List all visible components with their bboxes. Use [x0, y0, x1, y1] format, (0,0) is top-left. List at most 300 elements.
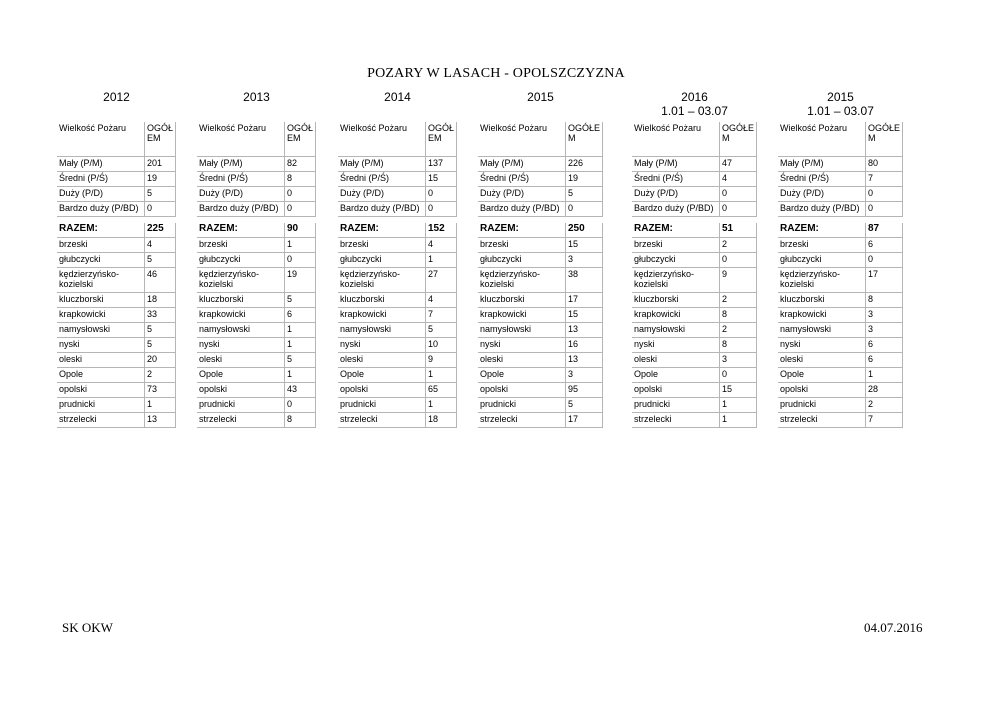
- label-cell: RAZEM:: [478, 223, 566, 238]
- period-subheading: 1.01 – 03.07: [807, 104, 874, 118]
- county-row: [57, 353, 176, 368]
- label-cell: RAZEM:: [778, 223, 866, 238]
- county-row: [57, 268, 176, 293]
- size-row: [778, 157, 903, 172]
- label-cell: RAZEM:: [632, 223, 720, 238]
- value-cell: 1: [285, 238, 316, 253]
- county-row: [338, 338, 457, 353]
- fires-table: [338, 122, 457, 428]
- size-row: [197, 187, 316, 202]
- value-cell: 13: [145, 413, 176, 428]
- year-block: [778, 90, 903, 428]
- size-row: [478, 172, 603, 187]
- county-row: [57, 398, 176, 413]
- value-cell: 1: [426, 368, 457, 383]
- county-row: [57, 253, 176, 268]
- county-row: [338, 383, 457, 398]
- county-row: [478, 323, 603, 338]
- size-row: [632, 202, 757, 217]
- value-cell: 2: [720, 293, 757, 308]
- value-cell: 1: [720, 398, 757, 413]
- year-block: [632, 90, 757, 428]
- value-cell: 8: [285, 413, 316, 428]
- label-cell: brzeski: [57, 238, 145, 253]
- size-row: [632, 187, 757, 202]
- label-cell: Mały (P/M): [197, 157, 285, 172]
- value-cell: 65: [426, 383, 457, 398]
- label-cell: RAZEM:: [338, 223, 426, 238]
- total-row: [478, 223, 603, 238]
- label-cell: nyski: [478, 338, 566, 353]
- value-cell: 5: [426, 323, 457, 338]
- size-row: [57, 172, 176, 187]
- label-cell: Mały (P/M): [632, 157, 720, 172]
- label-cell: Opole: [57, 368, 145, 383]
- county-row: [478, 238, 603, 253]
- county-row: [778, 338, 903, 353]
- label-cell: brzeski: [632, 238, 720, 253]
- value-cell: 38: [566, 268, 603, 293]
- county-row: [632, 368, 757, 383]
- label-cell: namysłowski: [197, 323, 285, 338]
- year-heading: 2015: [827, 90, 854, 104]
- size-row: [338, 202, 457, 217]
- value-cell: 0: [426, 187, 457, 202]
- county-row: [632, 398, 757, 413]
- label-cell: prudnicki: [57, 398, 145, 413]
- value-cell: 7: [426, 308, 457, 323]
- value-cell: 9: [426, 353, 457, 368]
- value-cell: 137: [426, 157, 457, 172]
- county-row: [197, 238, 316, 253]
- year-heading: 2015: [527, 90, 554, 104]
- county-row: [778, 293, 903, 308]
- label-cell: Średni (P/Ś): [778, 172, 866, 187]
- county-row: [778, 323, 903, 338]
- label-cell: nyski: [197, 338, 285, 353]
- county-row: [197, 413, 316, 428]
- size-row: [632, 157, 757, 172]
- value-cell: 152: [426, 223, 457, 238]
- label-cell: krapkowicki: [778, 308, 866, 323]
- value-cell: OGÓŁE M: [866, 122, 903, 157]
- total-row: [632, 223, 757, 238]
- document-title: POZARY W LASACH - OPOLSZCZYZNA: [367, 66, 625, 81]
- label-cell: Duży (P/D): [778, 187, 866, 202]
- label-cell: Opole: [197, 368, 285, 383]
- label-cell: oleski: [478, 353, 566, 368]
- period-subheading: [197, 104, 316, 118]
- label-cell: kluczborski: [338, 293, 426, 308]
- size-row: [478, 187, 603, 202]
- county-row: [57, 413, 176, 428]
- value-cell: 1: [426, 398, 457, 413]
- county-row: [632, 293, 757, 308]
- value-cell: OGÓŁ EM: [145, 122, 176, 157]
- label-cell: krapkowicki: [338, 308, 426, 323]
- county-row: [632, 308, 757, 323]
- county-row: [338, 398, 457, 413]
- fires-table: [778, 122, 903, 428]
- value-cell: 1: [720, 413, 757, 428]
- county-row: [478, 383, 603, 398]
- county-row: [778, 253, 903, 268]
- county-row: [197, 308, 316, 323]
- county-row: [338, 353, 457, 368]
- label-cell: prudnicki: [338, 398, 426, 413]
- value-cell: 0: [145, 202, 176, 217]
- label-cell: kluczborski: [478, 293, 566, 308]
- label-cell: oleski: [197, 353, 285, 368]
- value-cell: 1: [285, 323, 316, 338]
- county-row: [197, 353, 316, 368]
- county-row: [778, 353, 903, 368]
- county-row: [197, 253, 316, 268]
- value-cell: 27: [426, 268, 457, 293]
- value-cell: 6: [866, 338, 903, 353]
- county-row: [778, 383, 903, 398]
- label-cell: kędzierzyńsko-kozielski: [197, 268, 285, 293]
- year-heading: 2012: [103, 90, 130, 104]
- total-row: [197, 223, 316, 238]
- value-cell: 15: [720, 383, 757, 398]
- county-row: [632, 413, 757, 428]
- value-cell: 33: [145, 308, 176, 323]
- label-cell: RAZEM:: [197, 223, 285, 238]
- value-cell: 0: [285, 187, 316, 202]
- value-cell: 3: [720, 353, 757, 368]
- value-cell: 0: [720, 187, 757, 202]
- label-cell: Mały (P/M): [57, 157, 145, 172]
- county-row: [632, 268, 757, 293]
- label-cell: prudnicki: [197, 398, 285, 413]
- fires-table: [632, 122, 757, 428]
- value-cell: 0: [285, 202, 316, 217]
- label-cell: Wielkość Pożaru: [478, 122, 566, 157]
- fires-table: [478, 122, 603, 428]
- label-cell: brzeski: [778, 238, 866, 253]
- value-cell: 3: [566, 253, 603, 268]
- size-row: [57, 202, 176, 217]
- size-row: [478, 202, 603, 217]
- label-cell: Opole: [778, 368, 866, 383]
- value-cell: 5: [145, 187, 176, 202]
- label-cell: Średni (P/Ś): [632, 172, 720, 187]
- value-cell: 47: [720, 157, 757, 172]
- value-cell: 250: [566, 223, 603, 238]
- value-cell: 19: [285, 268, 316, 293]
- label-cell: kędzierzyńsko-kozielski: [338, 268, 426, 293]
- value-cell: 8: [285, 172, 316, 187]
- value-cell: 0: [720, 253, 757, 268]
- label-cell: Duży (P/D): [338, 187, 426, 202]
- size-row: [57, 157, 176, 172]
- label-cell: Średni (P/Ś): [478, 172, 566, 187]
- value-cell: 43: [285, 383, 316, 398]
- county-row: [197, 383, 316, 398]
- county-row: [197, 338, 316, 353]
- county-row: [778, 308, 903, 323]
- label-cell: Bardzo duży (P/BD): [57, 202, 145, 217]
- value-cell: 4: [426, 293, 457, 308]
- county-row: [197, 398, 316, 413]
- county-row: [478, 353, 603, 368]
- label-cell: opolski: [478, 383, 566, 398]
- value-cell: 15: [426, 172, 457, 187]
- value-cell: 17: [566, 413, 603, 428]
- label-cell: brzeski: [478, 238, 566, 253]
- county-row: [197, 323, 316, 338]
- footer-author: SK OKW: [62, 620, 113, 635]
- year-heading: 2016: [681, 90, 708, 104]
- value-cell: OGÓŁ EM: [285, 122, 316, 157]
- value-cell: 0: [566, 202, 603, 217]
- value-cell: 3: [566, 368, 603, 383]
- fires-table: [57, 122, 176, 428]
- label-cell: nyski: [778, 338, 866, 353]
- label-cell: namysłowski: [338, 323, 426, 338]
- value-cell: 20: [145, 353, 176, 368]
- period-subheading: [338, 104, 457, 118]
- county-row: [478, 413, 603, 428]
- value-cell: 9: [720, 268, 757, 293]
- county-row: [778, 268, 903, 293]
- county-row: [57, 323, 176, 338]
- value-cell: 8: [866, 293, 903, 308]
- county-row: [57, 293, 176, 308]
- value-cell: 0: [720, 202, 757, 217]
- value-cell: 5: [566, 398, 603, 413]
- header-row: [197, 122, 316, 157]
- value-cell: 95: [566, 383, 603, 398]
- label-cell: Duży (P/D): [478, 187, 566, 202]
- label-cell: opolski: [197, 383, 285, 398]
- label-cell: Mały (P/M): [478, 157, 566, 172]
- county-row: [632, 253, 757, 268]
- value-cell: 0: [426, 202, 457, 217]
- value-cell: 2: [720, 323, 757, 338]
- county-row: [338, 268, 457, 293]
- value-cell: 19: [145, 172, 176, 187]
- label-cell: Średni (P/Ś): [197, 172, 285, 187]
- label-cell: brzeski: [338, 238, 426, 253]
- size-row: [197, 202, 316, 217]
- label-cell: Bardzo duży (P/BD): [338, 202, 426, 217]
- period-subheading: [478, 104, 603, 118]
- county-row: [778, 368, 903, 383]
- value-cell: 2: [145, 368, 176, 383]
- label-cell: oleski: [57, 353, 145, 368]
- label-cell: głubczycki: [478, 253, 566, 268]
- total-row: [338, 223, 457, 238]
- label-cell: kluczborski: [778, 293, 866, 308]
- value-cell: 1: [426, 253, 457, 268]
- value-cell: 1: [145, 398, 176, 413]
- value-cell: 13: [566, 323, 603, 338]
- county-row: [338, 368, 457, 383]
- label-cell: oleski: [338, 353, 426, 368]
- county-row: [197, 368, 316, 383]
- label-cell: kędzierzyńsko-kozielski: [478, 268, 566, 293]
- county-row: [338, 293, 457, 308]
- value-cell: 3: [866, 308, 903, 323]
- value-cell: 5: [145, 338, 176, 353]
- size-row: [338, 187, 457, 202]
- value-cell: 2: [866, 398, 903, 413]
- total-row: [778, 223, 903, 238]
- value-cell: 13: [566, 353, 603, 368]
- label-cell: Wielkość Pożaru: [57, 122, 145, 157]
- size-row: [778, 172, 903, 187]
- value-cell: 0: [866, 253, 903, 268]
- value-cell: 19: [566, 172, 603, 187]
- label-cell: namysłowski: [632, 323, 720, 338]
- county-row: [632, 338, 757, 353]
- value-cell: 4: [720, 172, 757, 187]
- county-row: [632, 323, 757, 338]
- size-row: [632, 172, 757, 187]
- county-row: [338, 308, 457, 323]
- label-cell: Bardzo duży (P/BD): [632, 202, 720, 217]
- county-row: [478, 398, 603, 413]
- label-cell: Średni (P/Ś): [338, 172, 426, 187]
- county-row: [478, 268, 603, 293]
- label-cell: kędzierzyńsko-kozielski: [57, 268, 145, 293]
- value-cell: 226: [566, 157, 603, 172]
- county-row: [338, 413, 457, 428]
- county-row: [338, 323, 457, 338]
- value-cell: 80: [866, 157, 903, 172]
- label-cell: Bardzo duży (P/BD): [778, 202, 866, 217]
- label-cell: oleski: [778, 353, 866, 368]
- label-cell: Wielkość Pożaru: [197, 122, 285, 157]
- label-cell: strzelecki: [57, 413, 145, 428]
- size-row: [478, 157, 603, 172]
- label-cell: Duży (P/D): [57, 187, 145, 202]
- label-cell: namysłowski: [478, 323, 566, 338]
- label-cell: głubczycki: [197, 253, 285, 268]
- fires-table: [197, 122, 316, 428]
- label-cell: strzelecki: [778, 413, 866, 428]
- label-cell: kluczborski: [57, 293, 145, 308]
- county-row: [57, 238, 176, 253]
- size-row: [778, 202, 903, 217]
- header-row: [632, 122, 757, 157]
- value-cell: 6: [866, 353, 903, 368]
- label-cell: krapkowicki: [478, 308, 566, 323]
- county-row: [478, 308, 603, 323]
- county-row: [478, 338, 603, 353]
- county-row: [632, 353, 757, 368]
- value-cell: OGÓŁE M: [566, 122, 603, 157]
- county-row: [778, 238, 903, 253]
- period-subheading: [57, 104, 176, 118]
- label-cell: głubczycki: [632, 253, 720, 268]
- label-cell: strzelecki: [338, 413, 426, 428]
- label-cell: Bardzo duży (P/BD): [197, 202, 285, 217]
- size-row: [197, 157, 316, 172]
- value-cell: 0: [866, 187, 903, 202]
- value-cell: 82: [285, 157, 316, 172]
- county-row: [57, 338, 176, 353]
- value-cell: 225: [145, 223, 176, 238]
- header-row: [338, 122, 457, 157]
- label-cell: kluczborski: [197, 293, 285, 308]
- value-cell: 73: [145, 383, 176, 398]
- size-row: [197, 172, 316, 187]
- value-cell: 6: [866, 238, 903, 253]
- label-cell: Opole: [478, 368, 566, 383]
- year-block: [197, 90, 316, 428]
- value-cell: 0: [285, 398, 316, 413]
- label-cell: strzelecki: [632, 413, 720, 428]
- value-cell: 1: [866, 368, 903, 383]
- label-cell: RAZEM:: [57, 223, 145, 238]
- year-block: [338, 90, 457, 428]
- label-cell: nyski: [338, 338, 426, 353]
- county-row: [338, 238, 457, 253]
- label-cell: Mały (P/M): [338, 157, 426, 172]
- size-row: [338, 172, 457, 187]
- county-row: [478, 368, 603, 383]
- header-row: [478, 122, 603, 157]
- value-cell: 0: [720, 368, 757, 383]
- value-cell: 5: [145, 253, 176, 268]
- value-cell: 46: [145, 268, 176, 293]
- label-cell: nyski: [57, 338, 145, 353]
- value-cell: 16: [566, 338, 603, 353]
- label-cell: opolski: [57, 383, 145, 398]
- value-cell: 2: [720, 238, 757, 253]
- value-cell: 5: [145, 323, 176, 338]
- value-cell: 4: [426, 238, 457, 253]
- value-cell: OGÓŁ EM: [426, 122, 457, 157]
- value-cell: 17: [566, 293, 603, 308]
- label-cell: kędzierzyńsko-kozielski: [632, 268, 720, 293]
- total-row: [57, 223, 176, 238]
- header-row: [57, 122, 176, 157]
- value-cell: 3: [866, 323, 903, 338]
- value-cell: 7: [866, 172, 903, 187]
- label-cell: krapkowicki: [632, 308, 720, 323]
- label-cell: namysłowski: [57, 323, 145, 338]
- county-row: [478, 253, 603, 268]
- value-cell: OGÓŁE M: [720, 122, 757, 157]
- label-cell: kędzierzyńsko-kozielski: [778, 268, 866, 293]
- county-row: [778, 398, 903, 413]
- label-cell: Średni (P/Ś): [57, 172, 145, 187]
- label-cell: nyski: [632, 338, 720, 353]
- value-cell: 28: [866, 383, 903, 398]
- label-cell: głubczycki: [57, 253, 145, 268]
- label-cell: strzelecki: [478, 413, 566, 428]
- label-cell: Duży (P/D): [632, 187, 720, 202]
- county-row: [197, 293, 316, 308]
- label-cell: Duży (P/D): [197, 187, 285, 202]
- value-cell: 5: [285, 293, 316, 308]
- value-cell: 201: [145, 157, 176, 172]
- value-cell: 0: [866, 202, 903, 217]
- county-row: [778, 413, 903, 428]
- value-cell: 87: [866, 223, 903, 238]
- label-cell: Wielkość Pożaru: [338, 122, 426, 157]
- county-row: [478, 293, 603, 308]
- value-cell: 0: [285, 253, 316, 268]
- value-cell: 1: [285, 338, 316, 353]
- value-cell: 1: [285, 368, 316, 383]
- size-row: [57, 187, 176, 202]
- label-cell: kluczborski: [632, 293, 720, 308]
